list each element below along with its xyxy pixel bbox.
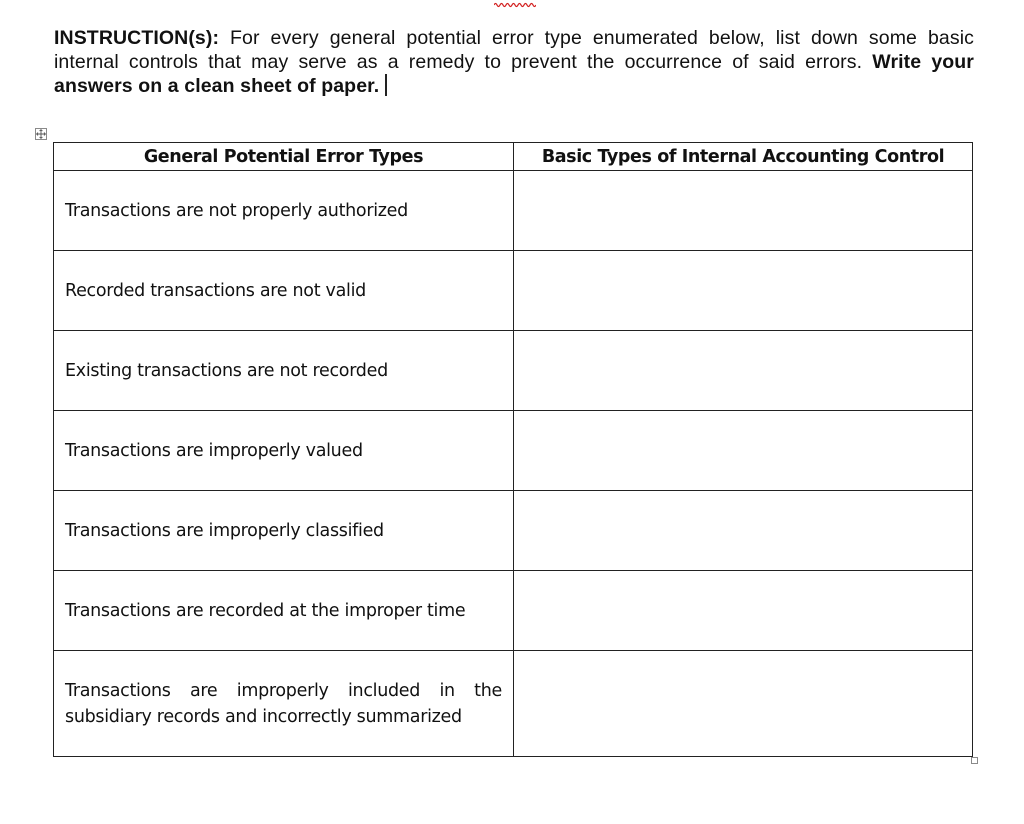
table-row xyxy=(54,411,973,491)
instruction-paragraph xyxy=(54,26,974,98)
control-answer-cell[interactable] xyxy=(514,571,973,651)
error-type-cell: Transactions are recorded at the improper time xyxy=(54,571,514,651)
table-row xyxy=(54,651,973,757)
text-cursor xyxy=(385,74,387,96)
table-header-row xyxy=(54,143,973,171)
table-row xyxy=(54,491,973,571)
error-type-cell: Transactions are improperly classified xyxy=(54,491,514,571)
table-row xyxy=(54,171,973,251)
instruction-label: INSTRUCTION(s): xyxy=(54,27,220,49)
control-answer-cell[interactable] xyxy=(514,411,973,491)
instruction-emphasis: Write your answers on a clean sheet of paper. xyxy=(54,51,974,97)
table-row xyxy=(54,331,973,411)
table-row xyxy=(54,571,973,651)
error-type-cell: Existing transactions are not recorded xyxy=(54,331,514,411)
table-move-handle-icon[interactable] xyxy=(35,128,47,140)
control-answer-cell[interactable] xyxy=(514,251,973,331)
table-resize-handle[interactable] xyxy=(971,757,978,764)
control-answer-cell[interactable] xyxy=(514,331,973,411)
header-error-types: General Potential Error Types xyxy=(54,143,514,171)
control-answer-cell[interactable] xyxy=(514,171,973,251)
table-row xyxy=(54,251,973,331)
error-type-cell: Transactions are improperly included in the subsidiary records and incorrectly summarized xyxy=(54,651,514,757)
error-type-cell: Transactions are not properly authorized xyxy=(54,171,514,251)
instruction-text: For every general potential error type enumerated below, list down some basic internal controls that may serve as a remedy to prevent the occurrence of said errors. xyxy=(54,27,974,73)
control-answer-cell[interactable] xyxy=(514,491,973,571)
control-answer-cell[interactable] xyxy=(514,651,973,757)
header-control-types: Basic Types of Internal Accounting Control xyxy=(514,143,973,171)
spellcheck-squiggle xyxy=(494,2,536,8)
error-controls-table xyxy=(53,142,973,757)
error-type-cell: Recorded transactions are not valid xyxy=(54,251,514,331)
error-type-cell: Transactions are improperly valued xyxy=(54,411,514,491)
